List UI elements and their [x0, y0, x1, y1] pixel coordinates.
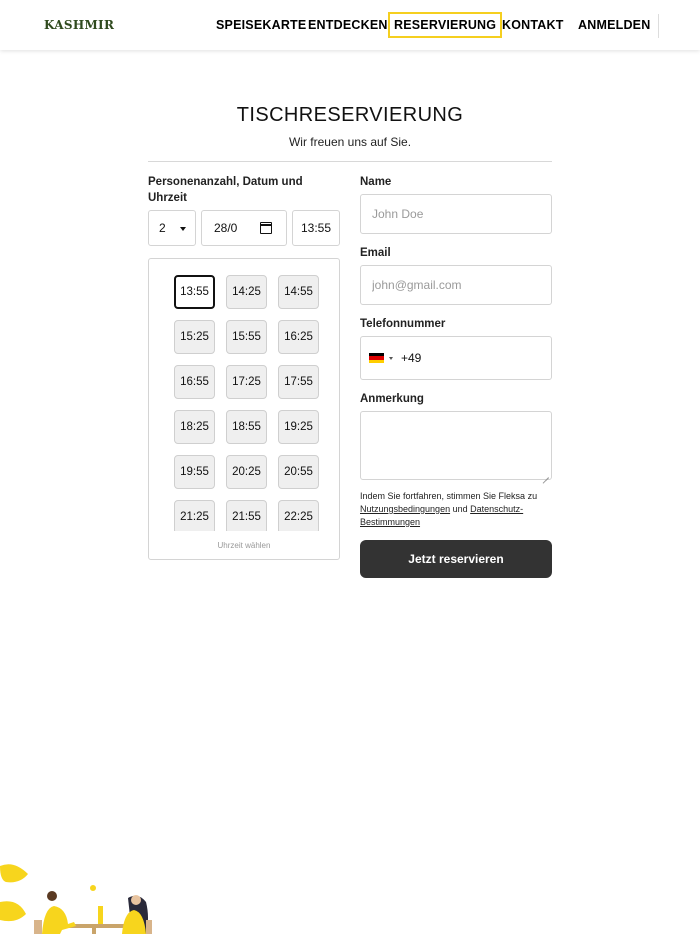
time-slot-button[interactable]: 17:55: [278, 365, 319, 399]
time-slot-button[interactable]: 21:55: [226, 500, 267, 531]
time-slot-button[interactable]: 14:25: [226, 275, 267, 309]
caret-down-icon: [180, 227, 186, 231]
phone-label: Telefonnummer: [360, 318, 446, 330]
time-slot-button[interactable]: 15:25: [174, 320, 215, 354]
date-input[interactable]: [201, 210, 287, 246]
germany-flag-icon[interactable]: [369, 353, 384, 363]
terms-prefix: Indem Sie fortfahren, stimmen Sie Fleksa zu: [360, 491, 538, 501]
date-value: 28/0: [214, 221, 238, 235]
booking-label: Personenanzahl, Datum und Uhrzeit: [148, 176, 303, 204]
note-label: Anmerkung: [360, 393, 424, 405]
terms-notice: [360, 490, 552, 529]
note-textarea[interactable]: [360, 411, 552, 480]
calendar-icon[interactable]: [260, 222, 272, 234]
time-slot-button[interactable]: 22:25: [278, 500, 319, 531]
time-slot-button[interactable]: 14:55: [278, 275, 319, 309]
phone-field[interactable]: [360, 336, 552, 380]
time-slot-button[interactable]: 16:25: [278, 320, 319, 354]
nav-item-reservierung[interactable]: RESERVIERUNG: [388, 12, 502, 38]
time-slot-button[interactable]: 13:55: [174, 275, 215, 309]
time-slot-button[interactable]: 18:25: [174, 410, 215, 444]
email-label: Email: [360, 247, 391, 259]
terms-link[interactable]: Nutzungsbedingungen: [360, 504, 451, 514]
persons-select[interactable]: [148, 210, 196, 246]
time-input[interactable]: [292, 210, 340, 246]
time-slot-button[interactable]: 20:25: [226, 455, 267, 489]
persons-value: 2: [159, 221, 166, 235]
resize-grip-icon[interactable]: [543, 472, 549, 478]
title-divider: [148, 161, 552, 162]
time-slot-button[interactable]: 21:25: [174, 500, 215, 531]
privacy-link[interactable]: Datenschutz-Bestimmungen: [360, 504, 524, 527]
time-slot-button[interactable]: 19:55: [174, 455, 215, 489]
email-field[interactable]: [360, 265, 552, 305]
nav-item-anmelden[interactable]: ANMELDEN: [578, 18, 651, 32]
nav-divider: [658, 14, 659, 38]
top-navbar: [0, 0, 700, 50]
terms-and: und: [452, 504, 468, 514]
time-slot-button[interactable]: 16:55: [174, 365, 215, 399]
time-slot-hint: Uhrzeit wählen: [217, 541, 271, 550]
time-value: 13:55: [300, 221, 332, 235]
page-title: TISCHRESERVIERUNG: [236, 104, 464, 126]
time-slot-button[interactable]: 19:25: [278, 410, 319, 444]
time-slot-list[interactable]: [149, 259, 339, 531]
time-slot-button[interactable]: 15:55: [226, 320, 267, 354]
phone-dial-code: +49: [401, 351, 422, 365]
time-slot-button[interactable]: 18:55: [226, 410, 267, 444]
dining-couple-illustration: [0, 858, 160, 934]
logo[interactable]: KASHMIR: [44, 18, 115, 32]
page-subtitle: Wir freuen uns auf Sie.: [288, 135, 412, 149]
reserve-button[interactable]: Jetzt reservieren: [360, 540, 552, 578]
caret-down-icon[interactable]: [389, 357, 393, 360]
nav-item-kontakt[interactable]: KONTAKT: [502, 18, 564, 32]
time-slot-button[interactable]: 20:55: [278, 455, 319, 489]
time-slot-button[interactable]: 17:25: [226, 365, 267, 399]
nav-item-speisekarte[interactable]: SPEISEKARTE: [216, 18, 307, 32]
time-slot-picker: [148, 258, 340, 560]
nav-item-entdecken[interactable]: ENTDECKEN: [308, 18, 388, 32]
name-label: Name: [360, 176, 392, 188]
name-field[interactable]: [360, 194, 552, 234]
